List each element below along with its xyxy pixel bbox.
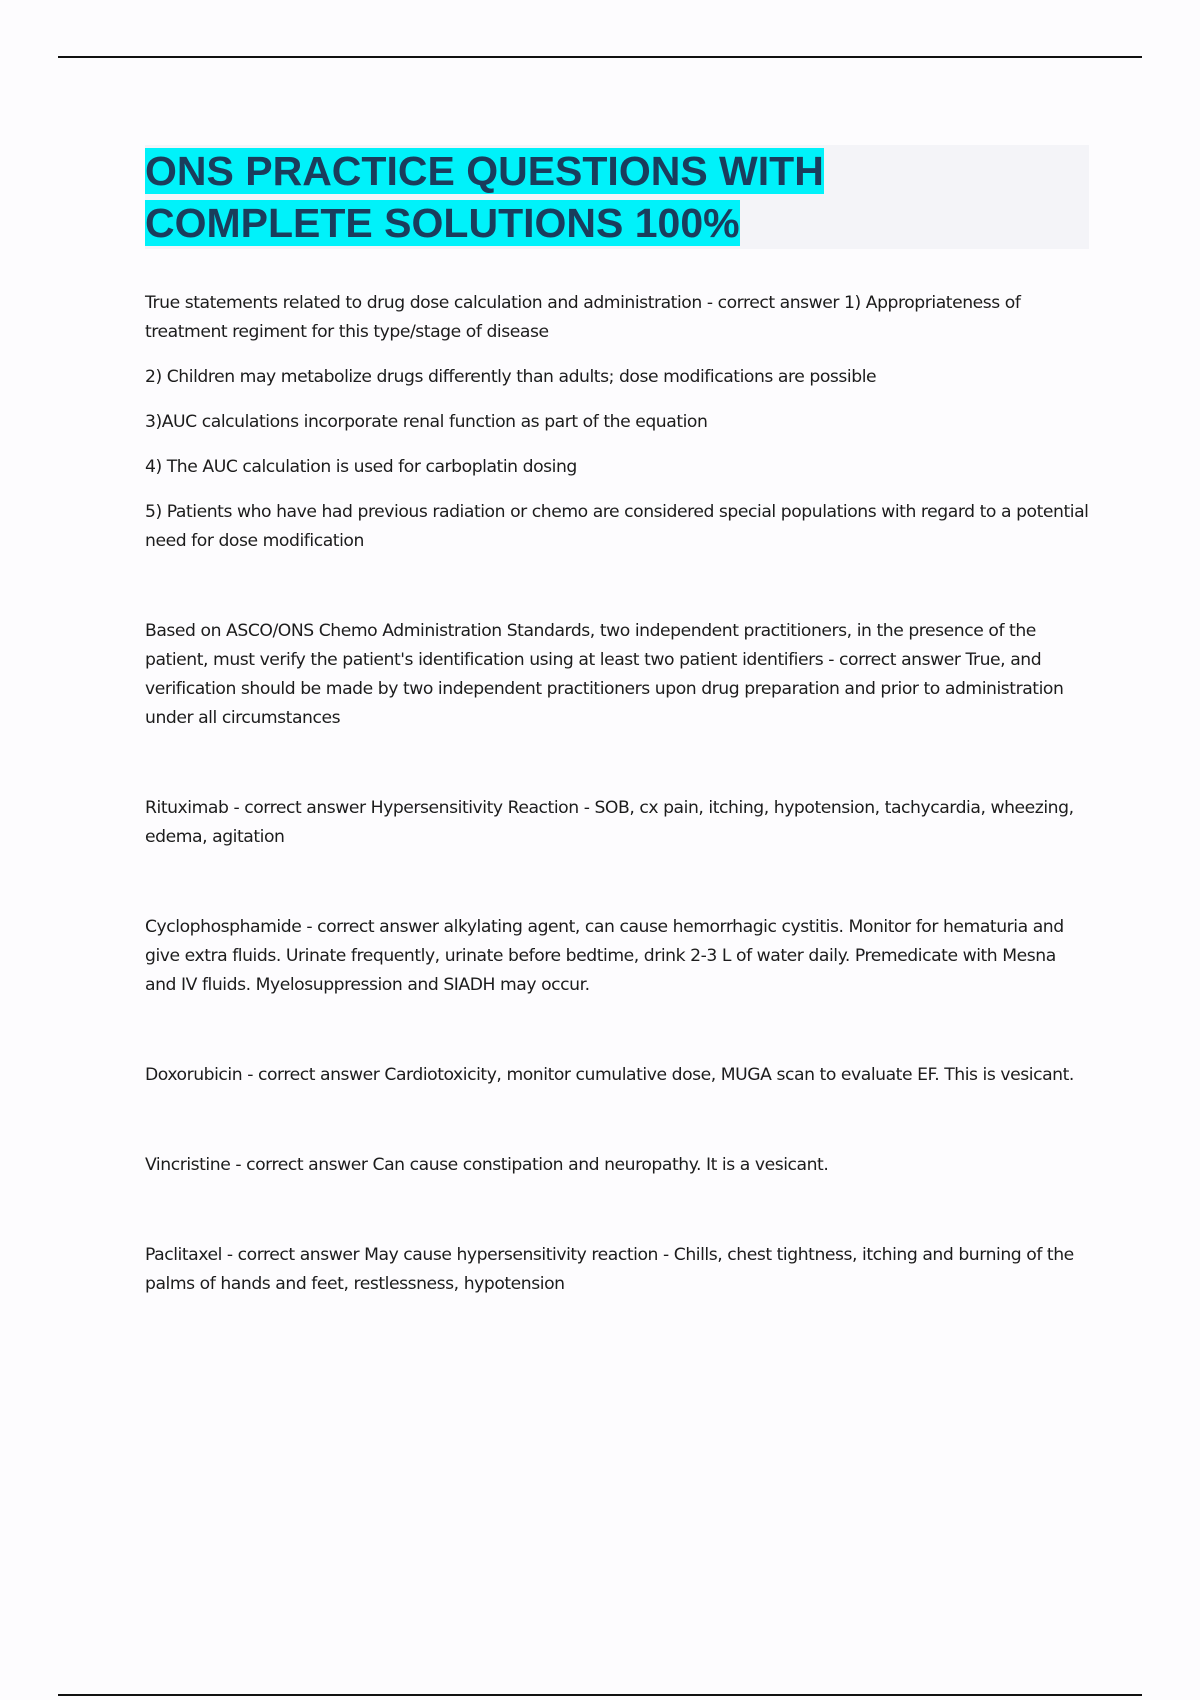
document-body [145,289,1090,1299]
qa-text: Cyclophosphamide - correct answer alkylating agent, can cause hemorrhagic cystitis. Monitor for hematuria and give extra fluids. Urinate frequently, urinate before bedtime, drink 2-3 L of water daily. Premedicate with Mesna and IV fluids. Myelosuppression and SIADH may occur. [145,917,1064,995]
qa-entry [145,1061,1090,1090]
qa-text: True statements related to drug dose calculation and administration - correct answer 1) Appropriateness of treatment regiment for this type/stage of disease [145,293,1021,342]
qa-entry [145,913,1090,1000]
qa-entry [145,289,1090,556]
qa-text: Doxorubicin - correct answer Cardiotoxicity, monitor cumulative dose, MUGA scan to evaluate EF. This is vesicant. [145,1065,1074,1085]
bottom-rule [58,1694,1142,1696]
qa-text: Rituximab - correct answer Hypersensitivity Reaction - SOB, cx pain, itching, hypotension, tachycardia, wheezing, edema, agitation [145,798,1074,847]
qa-text: 3)AUC calculations incorporate renal function as part of the equation [145,412,708,432]
top-rule [58,56,1142,58]
qa-text: Vincristine - correct answer Can cause constipation and neuropathy. It is a vesicant. [145,1155,829,1175]
qa-text: Paclitaxel - correct answer May cause hypersensitivity reaction - Chills, chest tightness, itching and burning of the palms of hands and feet, restlessness, hypotension [145,1245,1074,1294]
title-line-2: COMPLETE SOLUTIONS 100% [145,200,740,246]
qa-text: 5) Patients who have had previous radiation or chemo are considered special populations with regard to a potential need for dose modification [145,502,1089,551]
qa-text: 2) Children may metabolize drugs differently than adults; dose modifications are possible [145,367,877,387]
qa-entry [145,1241,1090,1299]
title-line-1: ONS PRACTICE QUESTIONS WITH [145,148,824,194]
qa-text: Based on ASCO/ONS Chemo Administration Standards, two independent practitioners, in the presence of the patient, must verify the patient's identification using at least two patient identifiers - correct answer True, and verification should be made by two independent practitioners upon drug preparation and prior to administration under all circumstances [145,621,1064,728]
qa-entry [145,794,1090,852]
document-title [145,145,1089,249]
qa-text: 4) The AUC calculation is used for carboplatin dosing [145,457,577,477]
qa-entry [145,617,1090,733]
qa-entry [145,1151,1090,1180]
